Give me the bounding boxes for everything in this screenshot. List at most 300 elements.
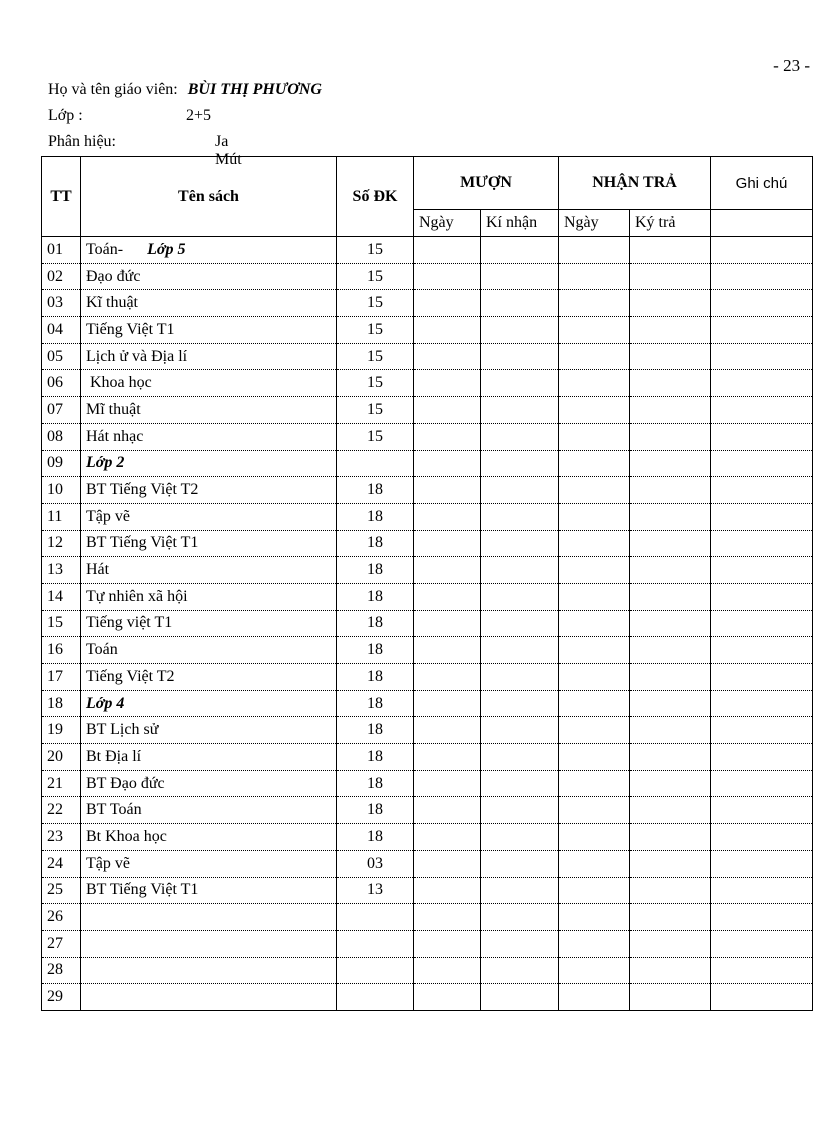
reg-count: 18 [337, 583, 414, 610]
header-note: Ghi chú [711, 157, 813, 210]
borrow-sign-cell [481, 343, 559, 370]
borrow-date-cell [414, 610, 481, 637]
return-date-cell [559, 930, 630, 957]
note-cell [711, 370, 813, 397]
table-row [42, 984, 813, 1011]
borrow-sign-cell [481, 770, 559, 797]
borrow-date-cell [414, 984, 481, 1011]
reg-count: 13 [337, 877, 414, 904]
borrow-sign-cell [481, 984, 559, 1011]
borrow-date-cell [414, 877, 481, 904]
borrow-sign-cell [481, 824, 559, 851]
return-sign-cell [630, 583, 711, 610]
row-number: 26 [42, 904, 81, 931]
return-date-cell [559, 717, 630, 744]
note-cell [711, 717, 813, 744]
row-number: 29 [42, 984, 81, 1011]
header-return-date: Ngày [559, 210, 630, 237]
book-name-cell [81, 637, 337, 664]
book-name-cell [81, 397, 337, 424]
note-cell [711, 690, 813, 717]
grade-label: Lớp 4 [86, 694, 125, 712]
return-sign-cell [630, 770, 711, 797]
class-value: 2+5 [186, 107, 212, 124]
reg-count: 03 [337, 850, 414, 877]
book-name: Tập vẽ [86, 854, 130, 872]
table-row [42, 263, 813, 290]
return-sign-cell [630, 744, 711, 771]
note-cell [711, 397, 813, 424]
table-row [42, 904, 813, 931]
borrow-date-cell [414, 317, 481, 344]
reg-count: 15 [337, 317, 414, 344]
borrow-date-cell [414, 664, 481, 691]
header-borrow-date: Ngày [414, 210, 481, 237]
table-body [42, 237, 813, 1011]
book-name-cell [81, 583, 337, 610]
borrow-sign-cell [481, 957, 559, 984]
book-name-cell [81, 370, 337, 397]
return-sign-cell [630, 877, 711, 904]
note-cell [711, 904, 813, 931]
book-name: Tập vẽ [86, 507, 130, 525]
reg-count [337, 984, 414, 1011]
borrow-sign-cell [481, 877, 559, 904]
book-name-cell [81, 877, 337, 904]
reg-count [337, 957, 414, 984]
return-sign-cell [630, 290, 711, 317]
row-number: 05 [42, 343, 81, 370]
return-date-cell [559, 824, 630, 851]
borrow-sign-cell [481, 717, 559, 744]
return-sign-cell [630, 557, 711, 584]
table-row [42, 957, 813, 984]
return-date-cell [559, 770, 630, 797]
return-date-cell [559, 690, 630, 717]
table-row [42, 343, 813, 370]
return-date-cell [559, 744, 630, 771]
book-name: BT Lịch sử [86, 721, 159, 739]
return-sign-cell [630, 904, 711, 931]
note-cell [711, 530, 813, 557]
borrow-date-cell [414, 343, 481, 370]
row-number: 20 [42, 744, 81, 771]
return-date-cell [559, 450, 630, 477]
return-sign-cell [630, 530, 711, 557]
header-borrow: MƯỢN [414, 157, 559, 210]
reg-count: 18 [337, 557, 414, 584]
note-cell [711, 477, 813, 504]
borrow-sign-cell [481, 477, 559, 504]
note-cell [711, 423, 813, 450]
reg-count: 18 [337, 824, 414, 851]
note-cell [711, 263, 813, 290]
book-name-cell [81, 290, 337, 317]
table-row [42, 530, 813, 557]
row-number: 23 [42, 824, 81, 851]
reg-count [337, 930, 414, 957]
row-number: 06 [42, 370, 81, 397]
borrow-sign-cell [481, 904, 559, 931]
borrow-date-cell [414, 557, 481, 584]
reg-count: 18 [337, 770, 414, 797]
note-cell [711, 744, 813, 771]
return-sign-cell [630, 343, 711, 370]
return-date-cell [559, 477, 630, 504]
borrow-sign-cell [481, 370, 559, 397]
book-name: BT Tiếng Việt T2 [86, 481, 199, 499]
note-cell [711, 984, 813, 1011]
header-book-name: Tên sách [81, 157, 337, 237]
table-row [42, 450, 813, 477]
borrow-date-cell [414, 690, 481, 717]
class-label: Lớp : [48, 107, 83, 124]
note-cell [711, 290, 813, 317]
borrow-date-cell [414, 290, 481, 317]
page-number: - 23 - [773, 56, 810, 75]
table-row [42, 423, 813, 450]
return-sign-cell [630, 477, 711, 504]
borrow-date-cell [414, 423, 481, 450]
note-cell [711, 770, 813, 797]
return-sign-cell [630, 397, 711, 424]
book-name-cell [81, 957, 337, 984]
row-number: 25 [42, 877, 81, 904]
row-number: 12 [42, 530, 81, 557]
return-sign-cell [630, 317, 711, 344]
borrow-date-cell [414, 370, 481, 397]
book-name-cell [81, 450, 337, 477]
book-name: BT Toán [86, 801, 142, 819]
row-number: 02 [42, 263, 81, 290]
book-name-cell [81, 690, 337, 717]
note-cell [711, 237, 813, 264]
reg-count: 15 [337, 423, 414, 450]
row-number: 28 [42, 957, 81, 984]
borrow-sign-cell [481, 317, 559, 344]
table-row [42, 557, 813, 584]
book-name: Hát nhạc [86, 427, 144, 445]
borrow-date-cell [414, 450, 481, 477]
branch-value: Ja Mút [215, 133, 242, 168]
table-row [42, 930, 813, 957]
book-name-cell [81, 343, 337, 370]
book-name-cell [81, 904, 337, 931]
book-name-cell [81, 530, 337, 557]
borrow-date-cell [414, 850, 481, 877]
book-name-cell [81, 503, 337, 530]
return-date-cell [559, 370, 630, 397]
book-name-cell [81, 263, 337, 290]
borrow-date-cell [414, 583, 481, 610]
book-name-cell [81, 317, 337, 344]
branch-label: Phân hiệu: [48, 133, 116, 150]
reg-count [337, 450, 414, 477]
borrow-sign-cell [481, 797, 559, 824]
borrow-sign-cell [481, 610, 559, 637]
borrow-sign-cell [481, 237, 559, 264]
table-row [42, 797, 813, 824]
row-number: 13 [42, 557, 81, 584]
table-row [42, 610, 813, 637]
return-sign-cell [630, 797, 711, 824]
book-name-cell [81, 797, 337, 824]
table-row [42, 237, 813, 264]
return-sign-cell [630, 957, 711, 984]
book-name: Khoa học [86, 374, 152, 392]
row-number: 04 [42, 317, 81, 344]
row-number: 08 [42, 423, 81, 450]
table-row [42, 664, 813, 691]
return-sign-cell [630, 423, 711, 450]
return-date-cell [559, 957, 630, 984]
reg-count: 18 [337, 744, 414, 771]
book-name-cell [81, 237, 337, 264]
borrow-date-cell [414, 477, 481, 504]
table-row [42, 317, 813, 344]
reg-count: 18 [337, 477, 414, 504]
borrow-date-cell [414, 744, 481, 771]
branch-line [48, 133, 242, 168]
return-date-cell [559, 664, 630, 691]
return-date-cell [559, 237, 630, 264]
return-sign-cell [630, 824, 711, 851]
return-sign-cell [630, 637, 711, 664]
reg-count: 18 [337, 664, 414, 691]
borrow-date-cell [414, 904, 481, 931]
reg-count: 18 [337, 503, 414, 530]
note-cell [711, 343, 813, 370]
borrow-sign-cell [481, 930, 559, 957]
row-number: 15 [42, 610, 81, 637]
header-tt: TT [42, 157, 81, 237]
book-name: Hát [86, 561, 110, 579]
book-name: BT Đạo đức [86, 774, 165, 792]
book-name: Mĩ thuật [86, 400, 141, 418]
reg-count: 18 [337, 797, 414, 824]
book-name: Tự nhiên xã hội [86, 587, 188, 605]
book-name-cell [81, 824, 337, 851]
reg-count [337, 904, 414, 931]
borrow-date-cell [414, 397, 481, 424]
return-sign-cell [630, 370, 711, 397]
teacher-label: Họ và tên giáo viên: [48, 81, 178, 98]
return-date-cell [559, 984, 630, 1011]
row-number: 18 [42, 690, 81, 717]
grade-label: Lớp 5 [147, 240, 186, 258]
return-date-cell [559, 343, 630, 370]
return-date-cell [559, 557, 630, 584]
table-row [42, 824, 813, 851]
note-cell [711, 797, 813, 824]
teacher-line [48, 81, 322, 99]
reg-count: 15 [337, 263, 414, 290]
borrow-sign-cell [481, 290, 559, 317]
note-cell [711, 317, 813, 344]
book-loan-table [41, 156, 813, 1011]
note-cell [711, 557, 813, 584]
book-name: Kĩ thuật [86, 294, 138, 312]
teacher-name: BÙI THỊ PHƯƠNG [187, 81, 322, 98]
return-date-cell [559, 530, 630, 557]
borrow-date-cell [414, 770, 481, 797]
borrow-date-cell [414, 503, 481, 530]
note-cell [711, 610, 813, 637]
table-row [42, 637, 813, 664]
book-name: Đạo đức [86, 267, 141, 285]
book-name: Bt Địa lí [86, 747, 142, 765]
header-borrow-sign: Kí nhận [481, 210, 559, 237]
return-date-cell [559, 290, 630, 317]
note-cell [711, 850, 813, 877]
book-name: Toán [86, 641, 118, 659]
return-date-cell [559, 904, 630, 931]
return-date-cell [559, 583, 630, 610]
header-note-sub [711, 210, 813, 237]
book-name: Lịch ử và Địa lí [86, 347, 188, 365]
borrow-sign-cell [481, 690, 559, 717]
row-number: 24 [42, 850, 81, 877]
borrow-date-cell [414, 824, 481, 851]
borrow-sign-cell [481, 450, 559, 477]
borrow-date-cell [414, 717, 481, 744]
book-name-cell [81, 770, 337, 797]
table-row [42, 690, 813, 717]
reg-count: 18 [337, 530, 414, 557]
return-sign-cell [630, 717, 711, 744]
borrow-date-cell [414, 930, 481, 957]
borrow-sign-cell [481, 263, 559, 290]
borrow-sign-cell [481, 503, 559, 530]
row-number: 14 [42, 583, 81, 610]
return-sign-cell [630, 237, 711, 264]
book-name: Tiếng Việt T1 [86, 320, 175, 338]
return-sign-cell [630, 930, 711, 957]
book-name-cell [81, 610, 337, 637]
table-row [42, 877, 813, 904]
row-number: 16 [42, 637, 81, 664]
borrow-sign-cell [481, 744, 559, 771]
note-cell [711, 877, 813, 904]
return-date-cell [559, 503, 630, 530]
reg-count: 18 [337, 610, 414, 637]
class-line [48, 107, 212, 125]
header-reg-no: Số ĐK [337, 157, 414, 237]
return-sign-cell [630, 664, 711, 691]
borrow-date-cell [414, 263, 481, 290]
return-date-cell [559, 263, 630, 290]
return-sign-cell [630, 850, 711, 877]
table-row [42, 770, 813, 797]
borrow-sign-cell [481, 423, 559, 450]
borrow-date-cell [414, 530, 481, 557]
book-name: Tiếng việt T1 [86, 614, 173, 632]
reg-count: 15 [337, 397, 414, 424]
grade-label: Lớp 2 [86, 454, 125, 472]
return-sign-cell [630, 984, 711, 1011]
row-number: 07 [42, 397, 81, 424]
return-sign-cell [630, 450, 711, 477]
book-name: Tiếng Việt T2 [86, 667, 175, 685]
return-date-cell [559, 850, 630, 877]
table-row [42, 717, 813, 744]
borrow-sign-cell [481, 664, 559, 691]
reg-count: 15 [337, 237, 414, 264]
book-name: Toán- [86, 240, 124, 258]
row-number: 11 [42, 503, 81, 530]
borrow-sign-cell [481, 557, 559, 584]
borrow-sign-cell [481, 850, 559, 877]
reg-count: 18 [337, 690, 414, 717]
row-number: 21 [42, 770, 81, 797]
return-sign-cell [630, 503, 711, 530]
note-cell [711, 637, 813, 664]
return-date-cell [559, 317, 630, 344]
borrow-date-cell [414, 957, 481, 984]
return-date-cell [559, 397, 630, 424]
return-sign-cell [630, 690, 711, 717]
table-row [42, 850, 813, 877]
note-cell [711, 664, 813, 691]
note-cell [711, 957, 813, 984]
book-name-cell [81, 850, 337, 877]
book-name: BT Tiếng Việt T1 [86, 534, 199, 552]
row-number: 27 [42, 930, 81, 957]
book-name-cell [81, 984, 337, 1011]
reg-count: 15 [337, 343, 414, 370]
note-cell [711, 450, 813, 477]
return-date-cell [559, 423, 630, 450]
borrow-sign-cell [481, 637, 559, 664]
return-date-cell [559, 877, 630, 904]
note-cell [711, 503, 813, 530]
return-sign-cell [630, 610, 711, 637]
table-row [42, 477, 813, 504]
return-sign-cell [630, 263, 711, 290]
book-name-cell [81, 557, 337, 584]
return-date-cell [559, 610, 630, 637]
book-name-cell [81, 423, 337, 450]
row-number: 22 [42, 797, 81, 824]
book-name-cell [81, 930, 337, 957]
row-number: 01 [42, 237, 81, 264]
book-name: Bt Khoa học [86, 827, 167, 845]
book-name-cell [81, 744, 337, 771]
reg-count: 18 [337, 637, 414, 664]
book-name-cell [81, 664, 337, 691]
book-name: BT Tiếng Việt T1 [86, 881, 199, 899]
borrow-sign-cell [481, 397, 559, 424]
table-row [42, 397, 813, 424]
reg-count: 15 [337, 370, 414, 397]
note-cell [711, 583, 813, 610]
table-row [42, 370, 813, 397]
note-cell [711, 824, 813, 851]
table-row [42, 583, 813, 610]
return-date-cell [559, 637, 630, 664]
borrow-date-cell [414, 637, 481, 664]
table-row [42, 744, 813, 771]
note-cell [711, 930, 813, 957]
table-row [42, 503, 813, 530]
borrow-sign-cell [481, 583, 559, 610]
borrow-date-cell [414, 237, 481, 264]
reg-count: 18 [337, 717, 414, 744]
row-number: 10 [42, 477, 81, 504]
book-name-cell [81, 477, 337, 504]
row-number: 09 [42, 450, 81, 477]
table-row [42, 290, 813, 317]
